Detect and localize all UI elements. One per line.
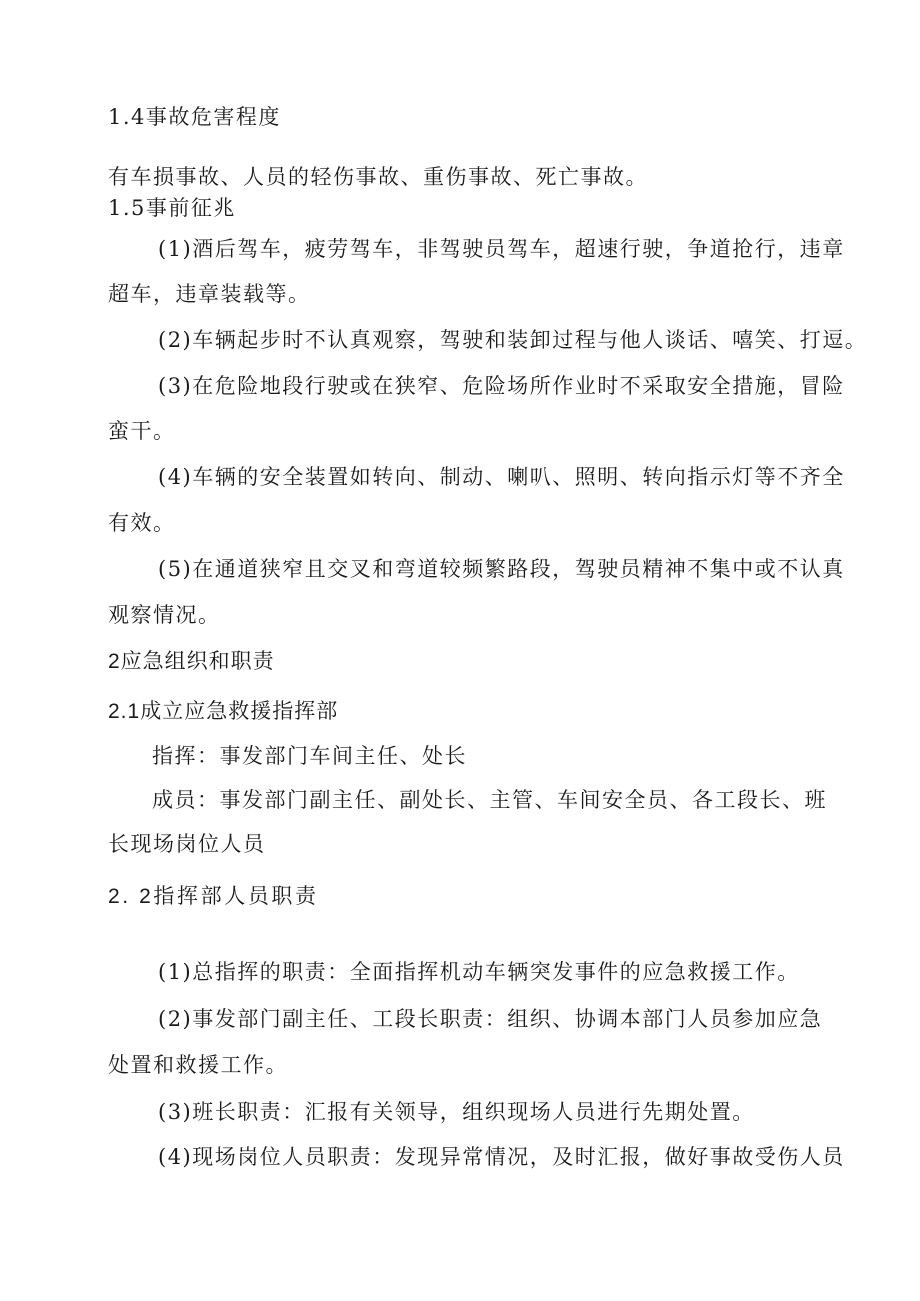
list-item-4-line-2: 有效。 [108, 511, 176, 535]
duty-item-2-line-1: (2)事发部门副主任、工段长职责：组织、协调本部门人员参加应急 [158, 1007, 823, 1031]
section-heading-2-2: 2. 2指挥部人员职责 [108, 885, 319, 908]
members-line-1: 成员：事发部门副主任、副处长、主管、车间安全员、各工段长、班 [152, 788, 827, 812]
list-item-3-line-1: (3)在危险地段行驶或在狭窄、危险场所作业时不采取安全措施，冒险 [158, 374, 845, 398]
list-item-2: (2)车辆起步时不认真观察，驾驶和装卸过程与他人谈话、嘻笑、打逗。 [158, 328, 868, 352]
list-item-5-line-1: (5)在通道狭窄且交叉和弯道较频繁路段，驾驶员精神不集中或不认真 [158, 557, 845, 581]
duty-item-4: (4)现场岗位人员职责：发现异常情况，及时汇报，做好事故受伤人员 [158, 1145, 845, 1169]
section-heading-2: 2应急组织和职责 [108, 650, 275, 673]
duty-item-2-line-2: 处置和救援工作。 [108, 1053, 288, 1077]
list-item-1-line-2: 超车，违章装载等。 [108, 282, 311, 306]
paragraph-line: 有车损事故、人员的轻伤事故、重伤事故、死亡事故。 [108, 165, 648, 189]
section-heading-2-1: 2.1成立应急救援指挥部 [108, 700, 339, 723]
list-item-3-line-2: 蛮干。 [108, 419, 176, 443]
section-heading-1-4: 1.4事故危害程度 [108, 105, 281, 129]
members-line-2: 长现场岗位人员 [108, 832, 266, 856]
list-item-4-line-1: (4)车辆的安全装置如转向、制动、喇叭、照明、转向指示灯等不齐全 [158, 465, 845, 489]
duty-item-1: (1)总指挥的职责：全面指挥机动车辆突发事件的应急救援工作。 [158, 960, 800, 984]
section-heading-1-5: 1.5事前征兆 [108, 196, 236, 220]
commander-line: 指挥：事发部门车间主任、处长 [152, 744, 467, 768]
duty-item-3: (3)班长职责：汇报有关领导，组织现场人员进行先期处置。 [158, 1100, 755, 1124]
list-item-5-line-2: 观察情况。 [108, 603, 221, 627]
list-item-1-line-1: (1)酒后驾车，疲劳驾车，非驾驶员驾车，超速行驶，争道抢行，违章 [158, 237, 845, 261]
